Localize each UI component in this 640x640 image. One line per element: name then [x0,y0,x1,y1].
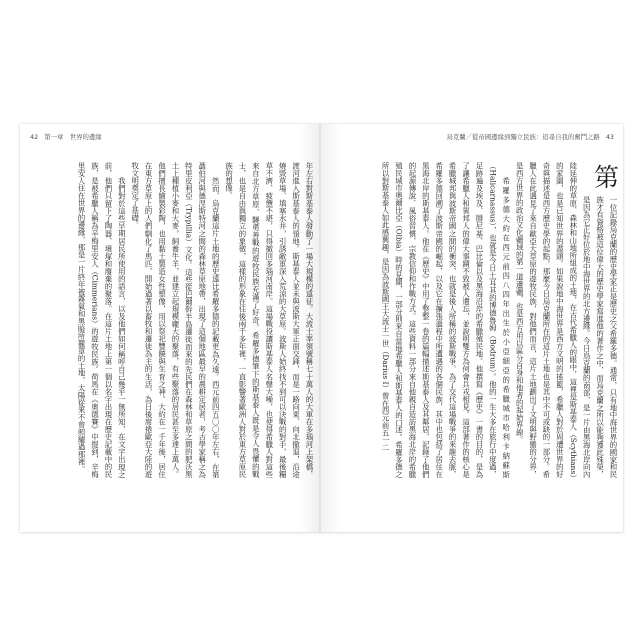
drop-cap: 第 [593,163,619,192]
left-running-head [26,133,102,141]
body-paragraph: 我們對於這些早期居民所使用的語言，以及他們如何稱呼自己幾乎一無所知，在文字出現之前，他們只留下了陶器、墳塚和廢棄的聚落。在這片土地上第一個以名字出現在歷史記載中的民族，是被希臘人稱為辛梅里安人（Cimmerians）的遊牧民族。荷馬在《奧德賽》中提到，辛梅里安人住在世界的邊緣，那是一片終年被霧氣和黑暗所籠罩的土地，太陽從來不曾照耀過那裡。 [77,162,127,478]
body-paragraph: 年左右對斯基泰人發動了一場大規模的遠征。大流士率領號稱七十萬人的大軍在多瑙河上架橋，渡河進入斯基泰人的領地。斯基泰人並未與波斯大軍正面交鋒，而是一路向東、向北撤退，沿途燒毀草場、填塞水井，引誘敵軍深入荒涼的大草原。波斯人始終找不到可以決戰的對手，最後糧草不濟、疲憊不堪，只得撤回多瑙河南岸。這場戰役讓斯基泰人名聲大噪，也使得希臘人對這些來自北方草原、驍勇善戰的遊牧民族充滿了好奇。希羅多德筆下的斯基泰人既是令人畏懼的戰士，也是自由與獨立的象徵，這樣的形象在往後兩千多年裡，一直影響著歐洲人對於東方草原民族的想像。 [224,162,314,478]
body-paragraph [513,162,620,478]
body-paragraph: 希羅多德大約在西元前四八四年出生於小亞細亞的希臘城市哈利卡納蘇斯（Halicarnassus），也就是今日土耳其的博德魯姆（Bodrum）。他的一生大多在旅行中度過，足跡遍及埃及、腓尼基、巴比倫以及黑海沿岸的希臘殖民地。他撰寫《歷史》一書的目的，是為了讓希臘人和異邦人的偉大事蹟不致被人遺忘，並說明雙方為何會兵戎相見。這部著作的核心是希臘城邦與波斯帝國之間的衝突，也就是後人所稱的波斯戰爭。為了交代這場戰爭的來龍去脈，希羅多德回溯了波斯帝國的崛起，以及它在擴張過程中所遭遇的各個民族，其中也包括了居住在黑海北岸的斯基泰人。他在《歷史》中用了整整一卷的篇幅描述斯基泰人及其鄰居，記錄了他們的起源傳說、風俗習慣、宗教信仰和作戰方式。這些資料一部分來自他親自造訪黑海北岸的希臘殖民城市奧爾比亞（Olbia）時的見聞，一部分則來自當地希臘人和斯基泰人的口述。希羅多德之所以對斯基泰人如此感興趣，是因為波斯國王大流士一世（Darius I）曾在西元前五一二 [381,162,511,478]
left-page-body [31,162,316,478]
body-paragraph-text: 一位記錄烏克蘭的歷史學家正是歷史之父希羅多德。通常，只有地中海世界的國家和民族才有資格被這位偉大的歷史學家寫進他的著作之中，而烏克蘭之所以能夠獲此殊榮，是因為它正好位於地中海世界的北方邊緣。今日烏克蘭的南部，是一片由黑海北岸向內陸延伸的草原、森林和山地所組成的土地，在古代希臘人的眼中，這裡是斯基泰人（Scythians）的家園，也是已知世界的盡頭。如果說地中海世界是西方文明的搖籃，希臘人對於周遭世界的好奇與描述是西方歷史學的起點，那麼今日烏克蘭所在的這片土地也是其中不可或缺的一部分。希臘人在此遇見了來自歐亞大草原的遊牧民族，對他們而言，這片土地劃出了文明與野蠻的分界，是西方世界的政治文化疆域的第一道邊疆，也是西方用以區分自身和他者的起始界線。 [515,162,618,478]
right-page-number: 43 [605,133,614,141]
right-page-body [333,162,620,478]
right-running-head [446,133,618,141]
left-chapter-title: 第一章 世界的邊緣 [44,133,102,141]
left-page-number: 42 [30,133,39,141]
body-paragraph: 然而，烏克蘭這片土地的歷史遠比希羅多德的記載更為久遠。西元前四五〇〇年左右，在第聶伯河與德涅斯特河之間的森林草原地帶，出現了這個地區最早的農耕定居者，考古學家稱之為特里皮利亞（Trypillia）文化。這些從巴爾幹半島遷徙而來的先民們在森林和草原之間的肥沃黑土上種植小麥和大麥，飼養牛羊，並建立起規模龐大的聚落，有些聚落的居民甚至多達上萬人。他們擅長繪製彩陶，也用黏土製造女性塑像，用以祭祀豐饒與生育之神。大約在一千年後，居住在東方草原上的人們馴化了馬匹，開始過著以畜牧和遷徙為主的生活，為日後席捲歐亞大陸的遊牧文明奠定了基礎。 [130,162,221,478]
gutter-shadow [319,124,321,532]
right-book-title: 烏克蘭／從帝國邊緣到獨立民族：追尋自我的奮鬥之路 [446,133,600,141]
